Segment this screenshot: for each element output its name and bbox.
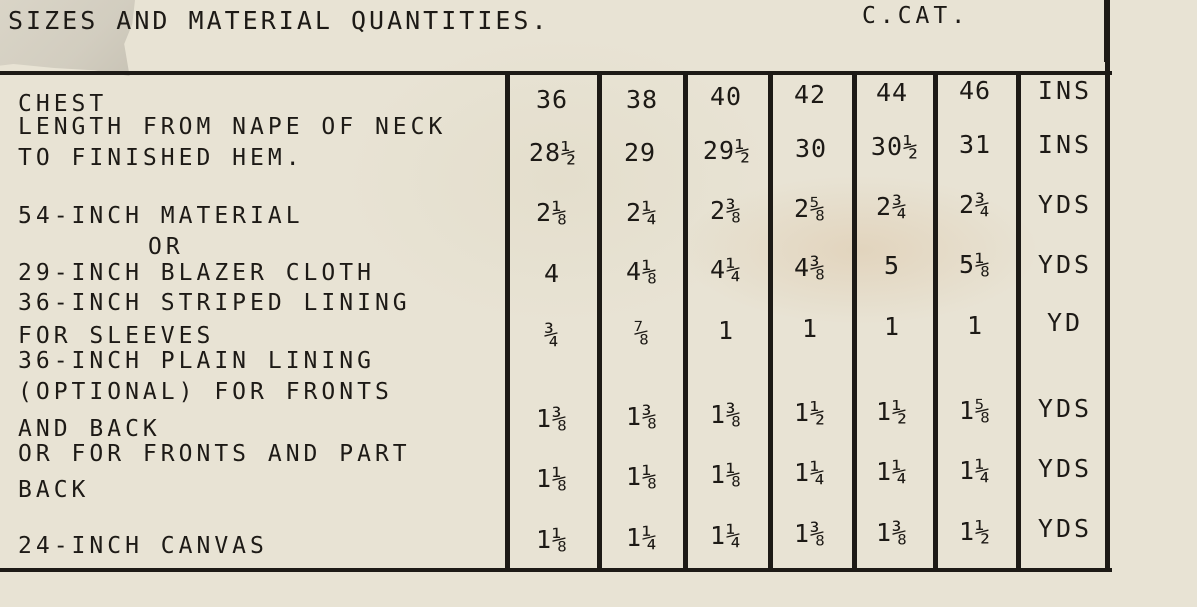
cell-striped-44: 1 [883,312,901,341]
cell-blazer-42: 4⅜ [793,253,827,282]
cell-54in-38: 2¼ [625,198,659,227]
cell-length-36: 28½ [528,138,578,167]
cell-plain-44: 1½ [875,397,909,426]
row-label-blazer-cloth: 29-INCH BLAZER CLOTH [18,260,375,286]
cell-chest-44: 44 [875,78,909,107]
cell-plain-46: 1⅝ [958,396,992,425]
cell-canvas-unit: YDS [1037,514,1093,543]
cell-54in-36: 2⅛ [535,198,569,227]
row-label-plain-line1: 36-INCH PLAIN LINING [18,348,375,374]
cell-blazer-40: 4¼ [709,255,743,284]
cell-striped-36: ¾ [543,320,561,349]
table-top-border [0,71,1112,75]
column-divider [1016,71,1021,572]
cell-54in-42: 2⅝ [793,194,827,223]
cell-blazer-44: 5 [883,251,901,280]
cell-length-42: 30 [794,134,828,163]
cell-canvas-42: 1⅜ [793,519,827,548]
cell-canvas-40: 1¼ [709,521,743,550]
row-label-part-back-line1: OR FOR FRONTS AND PART [18,441,411,467]
row-label-plain-line2: (OPTIONAL) FOR FRONTS [18,379,393,405]
cell-canvas-44: 1⅜ [875,518,909,547]
cell-blazer-unit: YDS [1037,250,1093,279]
cell-blazer-36: 4 [543,259,561,288]
cell-plain-unit: YDS [1037,394,1093,423]
cell-blazer-46: 5⅛ [958,250,992,279]
cell-chest-42: 42 [793,80,827,109]
cell-striped-46: 1 [966,311,984,340]
row-label-part-back-line2: BACK [18,477,90,503]
catalog-code: C.CAT. [862,3,970,29]
cell-part-back-36: 1⅛ [535,464,569,493]
cell-part-back-38: 1⅛ [625,462,659,491]
cell-length-46: 31 [958,130,992,159]
cell-striped-unit: YD [1046,308,1084,337]
cell-chest-38: 38 [625,85,659,114]
row-label-length-line1: LENGTH FROM NAPE OF NECK [18,114,447,140]
cell-length-unit: INS [1037,130,1093,159]
document-title: SIZES AND MATERIAL QUANTITIES. [8,6,550,35]
row-label-striped-line2: FOR SLEEVES [18,323,215,349]
cell-striped-38: ⅞ [633,318,651,347]
cell-chest-46: 46 [958,76,992,105]
cell-54in-44: 2¾ [875,192,909,221]
cell-chest-unit: INS [1037,76,1093,105]
cell-54in-unit: YDS [1037,190,1093,219]
cell-part-back-unit: YDS [1037,454,1093,483]
row-label-chest: CHEST [18,91,108,117]
cell-54in-46: 2¾ [958,190,992,219]
cell-length-44: 30½ [870,132,920,161]
row-label-canvas: 24-INCH CANVAS [18,533,268,559]
cell-plain-38: 1⅜ [625,402,659,431]
cell-chest-40: 40 [709,82,743,111]
cell-striped-40: 1 [717,316,735,345]
cell-length-38: 29 [623,138,657,167]
cell-canvas-46: 1½ [958,517,992,546]
cell-chest-36: 36 [535,85,569,114]
cell-blazer-38: 4⅛ [625,257,659,286]
cell-part-back-44: 1¼ [875,457,909,486]
cell-54in-40: 2⅜ [709,196,743,225]
row-label-54in-line2: OR [148,234,184,260]
cell-part-back-46: 1¼ [958,456,992,485]
row-label-plain-line3: AND BACK [18,416,161,442]
table-right-border [1105,0,1110,572]
table-bottom-border [0,568,1112,572]
cell-plain-42: 1½ [793,398,827,427]
cell-canvas-38: 1¼ [625,523,659,552]
cell-part-back-40: 1⅛ [709,460,743,489]
row-label-striped-line1: 36-INCH STRIPED LINING [18,290,411,316]
cell-plain-36: 1⅜ [535,404,569,433]
cell-canvas-36: 1⅛ [535,525,569,554]
cell-plain-40: 1⅜ [709,400,743,429]
cell-part-back-42: 1¼ [793,458,827,487]
row-label-length-line2: TO FINISHED HEM. [18,145,304,171]
row-label-54in-line1: 54-INCH MATERIAL [18,203,304,229]
cell-length-40: 29½ [702,136,752,165]
cell-striped-42: 1 [801,314,819,343]
